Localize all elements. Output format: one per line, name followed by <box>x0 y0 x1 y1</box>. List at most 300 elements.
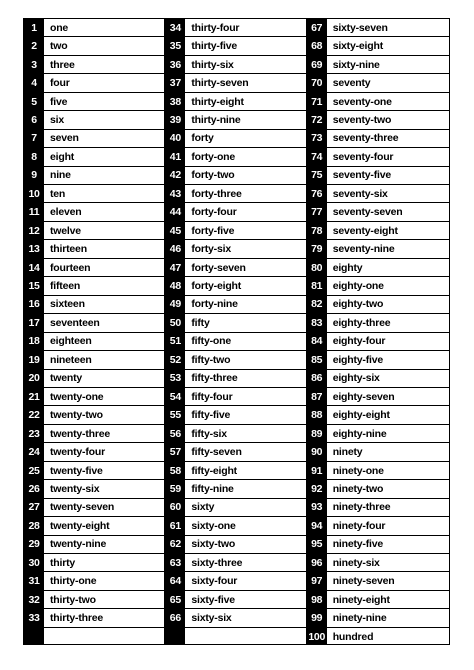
table-row <box>165 406 305 424</box>
row-word: fifty-one <box>191 335 231 348</box>
table-row <box>165 499 305 517</box>
row-number: 97 <box>311 575 323 588</box>
row-number: 15 <box>28 280 40 293</box>
table-row <box>24 240 164 258</box>
row-word: twelve <box>50 224 81 237</box>
row-word: eighty-two <box>332 298 384 311</box>
row-number: 39 <box>169 113 181 126</box>
row-word: sixty-five <box>191 593 235 606</box>
row-word: fifty-seven <box>191 446 242 459</box>
row-word: one <box>50 21 69 34</box>
row-number: 74 <box>311 150 323 163</box>
row-word: forty-four <box>191 206 237 219</box>
table-row <box>165 93 305 111</box>
row-word: thirteen <box>50 243 87 256</box>
row-word: sixty-three <box>191 556 243 569</box>
table-row <box>165 480 305 498</box>
row-number: 46 <box>169 243 181 256</box>
row-number: 60 <box>169 501 181 514</box>
row-number: 42 <box>169 169 181 182</box>
table-row <box>307 351 449 369</box>
row-word: seventeen <box>50 316 100 329</box>
table-row <box>165 130 305 148</box>
table-row <box>165 517 305 535</box>
row-number: 40 <box>169 132 181 145</box>
table-row <box>24 93 164 111</box>
row-number: 71 <box>311 95 323 108</box>
row-word: eighty-eight <box>332 409 390 422</box>
row-number: 73 <box>311 132 323 145</box>
row-number: 10 <box>28 187 40 200</box>
row-word: six <box>50 113 64 126</box>
row-word: sixty-two <box>191 538 236 551</box>
row-number: 89 <box>311 427 323 440</box>
row-number: 45 <box>169 224 181 237</box>
row-word: fifty-six <box>191 427 227 440</box>
row-word: sixty-six <box>191 612 232 625</box>
row-word: ninety-nine <box>332 612 387 625</box>
table-row <box>165 277 305 295</box>
row-number: 57 <box>169 446 181 459</box>
table-row <box>24 167 164 185</box>
table-row <box>165 185 305 203</box>
row-word: ninety-five <box>332 538 383 551</box>
table-row <box>307 93 449 111</box>
row-word: sixteen <box>50 298 85 311</box>
row-word: fourteen <box>50 261 91 274</box>
table-row <box>307 56 449 74</box>
row-number: 62 <box>169 538 181 551</box>
row-word: thirty-five <box>191 40 237 53</box>
row-word: forty-one <box>191 150 236 163</box>
row-word: forty-six <box>191 243 231 256</box>
row-number: 7 <box>31 132 37 145</box>
table-row <box>165 388 305 406</box>
table-row <box>24 443 164 461</box>
row-word: eight <box>50 150 75 163</box>
row-number: 86 <box>311 372 323 385</box>
table-row <box>165 56 305 74</box>
row-word: seventy-one <box>332 95 392 108</box>
table-row <box>307 148 449 166</box>
row-number: 81 <box>311 280 323 293</box>
row-word: eighty-seven <box>332 390 395 403</box>
row-word: twenty-three <box>50 427 111 440</box>
row-number: 13 <box>28 243 40 256</box>
table-row <box>165 573 305 591</box>
row-number: 56 <box>169 427 181 440</box>
row-number: 65 <box>169 593 181 606</box>
row-number: 26 <box>28 482 40 495</box>
row-word: seventy-eight <box>332 224 398 237</box>
table-row <box>307 536 449 554</box>
row-number: 90 <box>311 446 323 459</box>
table-row <box>24 351 164 369</box>
table-row <box>307 609 449 627</box>
table-row <box>24 111 164 129</box>
table-row <box>307 628 449 646</box>
row-word: nine <box>50 169 71 182</box>
row-number: 44 <box>169 206 181 219</box>
row-number: 53 <box>169 372 181 385</box>
table-row <box>307 333 449 351</box>
table-row <box>307 37 449 55</box>
row-number: 37 <box>169 77 181 90</box>
table-row <box>165 74 305 92</box>
row-number: 94 <box>311 519 323 532</box>
row-number: 85 <box>311 353 323 366</box>
table-row <box>165 148 305 166</box>
table-row <box>24 591 164 609</box>
row-word: sixty-nine <box>332 58 380 71</box>
row-number: 23 <box>28 427 40 440</box>
row-word: thirty-two <box>50 593 96 606</box>
row-word: twenty-one <box>50 390 104 403</box>
table-row <box>24 462 164 480</box>
row-word: seventy-three <box>332 132 399 145</box>
table-row <box>24 480 164 498</box>
row-word: fifty-four <box>191 390 233 403</box>
row-number: 14 <box>28 261 40 274</box>
row-number: 22 <box>28 409 40 422</box>
row-number: 2 <box>31 40 37 53</box>
table-row <box>307 370 449 388</box>
row-number: 3 <box>31 58 37 71</box>
row-number: 9 <box>31 169 37 182</box>
row-number: 43 <box>169 187 181 200</box>
row-word: fifty-nine <box>191 482 234 495</box>
table-row <box>24 130 164 148</box>
row-number: 59 <box>169 482 181 495</box>
row-number: 95 <box>311 538 323 551</box>
table-row <box>307 277 449 295</box>
table-row <box>165 370 305 388</box>
row-number: 27 <box>28 501 40 514</box>
table-row <box>307 167 449 185</box>
row-number: 69 <box>311 58 323 71</box>
table-row <box>307 314 449 332</box>
table-row <box>307 425 449 443</box>
row-word: ninety-seven <box>332 575 395 588</box>
row-number: 91 <box>311 464 323 477</box>
row-word: eighty-six <box>332 372 380 385</box>
row-word: ninety-two <box>332 482 384 495</box>
table-row <box>307 443 449 461</box>
row-word: seventy-seven <box>332 206 403 219</box>
row-word: forty-seven <box>191 261 246 274</box>
row-number: 17 <box>28 316 40 329</box>
row-word: fifty-three <box>191 372 238 385</box>
row-word: eighty-nine <box>332 427 387 440</box>
row-word: thirty-four <box>191 21 240 34</box>
table-row <box>307 185 449 203</box>
row-number: 61 <box>169 519 181 532</box>
row-number: 47 <box>169 261 181 274</box>
row-word: eighty-five <box>332 353 383 366</box>
table-row <box>24 425 164 443</box>
row-word: eighty-three <box>332 316 391 329</box>
table-row <box>165 462 305 480</box>
row-number: 70 <box>311 77 323 90</box>
row-word: forty-five <box>191 224 235 237</box>
row-number: 68 <box>311 40 323 53</box>
row-word: eighteen <box>50 335 92 348</box>
row-number: 78 <box>311 224 323 237</box>
table-row <box>165 536 305 554</box>
row-number: 67 <box>311 21 323 34</box>
table-row <box>307 222 449 240</box>
row-word: seventy <box>332 77 371 90</box>
table-row <box>24 370 164 388</box>
row-number: 18 <box>28 335 40 348</box>
table-row <box>165 591 305 609</box>
row-word: twenty-two <box>50 409 103 422</box>
row-word: five <box>50 95 68 108</box>
table-row <box>24 74 164 92</box>
row-word: seventy-nine <box>332 243 395 256</box>
row-number: 11 <box>28 206 40 219</box>
row-word: thirty <box>50 556 76 569</box>
row-word: sixty-seven <box>332 21 388 34</box>
row-word: fifty-two <box>191 353 231 366</box>
row-number: 96 <box>311 556 323 569</box>
row-number: 12 <box>28 224 40 237</box>
row-word: two <box>50 40 68 53</box>
row-word: sixty-eight <box>332 40 383 53</box>
table-row <box>165 240 305 258</box>
table-row <box>307 573 449 591</box>
table-row <box>24 333 164 351</box>
table-row <box>24 19 164 37</box>
row-number: 58 <box>169 464 181 477</box>
table-row <box>307 296 449 314</box>
row-word: twenty-five <box>50 464 103 477</box>
row-number: 24 <box>28 446 40 459</box>
table-row <box>24 56 164 74</box>
row-word: four <box>50 77 70 90</box>
row-word: hundred <box>332 631 374 644</box>
table-row <box>307 499 449 517</box>
table-row <box>165 259 305 277</box>
row-word: twenty-six <box>50 482 100 495</box>
row-number: 100 <box>308 631 325 644</box>
row-number: 99 <box>311 612 323 625</box>
row-word: seven <box>50 132 79 145</box>
table-row <box>307 406 449 424</box>
table-row <box>24 573 164 591</box>
column-3 <box>306 19 449 644</box>
row-word: twenty-nine <box>50 538 107 551</box>
table-row <box>24 222 164 240</box>
table-row <box>165 443 305 461</box>
row-number: 21 <box>28 390 40 403</box>
table-row <box>24 204 164 222</box>
row-number: 98 <box>311 593 323 606</box>
row-number: 51 <box>169 335 181 348</box>
row-word: twenty-seven <box>50 501 115 514</box>
table-row <box>165 19 305 37</box>
row-word: sixty-one <box>191 519 236 532</box>
table-row <box>24 277 164 295</box>
row-word: three <box>50 58 75 71</box>
table-row <box>24 185 164 203</box>
row-word: ninety <box>332 446 363 459</box>
row-number: 54 <box>169 390 181 403</box>
row-word: forty-three <box>191 187 242 200</box>
row-number: 72 <box>311 113 323 126</box>
row-number: 63 <box>169 556 181 569</box>
row-number: 88 <box>311 409 323 422</box>
table-row <box>24 296 164 314</box>
row-word: twenty <box>50 372 83 385</box>
table-row <box>307 480 449 498</box>
table-row <box>307 591 449 609</box>
row-number: 83 <box>311 316 323 329</box>
column-2 <box>164 19 305 644</box>
row-word: seventy-five <box>332 169 391 182</box>
row-number: 36 <box>169 58 181 71</box>
row-number: 79 <box>311 243 323 256</box>
table-row <box>165 204 305 222</box>
row-word: eighty-one <box>332 280 384 293</box>
row-word: ninety-four <box>332 519 386 532</box>
table-row <box>165 333 305 351</box>
row-word: thirty-eight <box>191 95 244 108</box>
row-word: thirty-nine <box>191 113 241 126</box>
table-row <box>165 37 305 55</box>
row-number: 25 <box>28 464 40 477</box>
row-word: thirty-seven <box>191 77 249 90</box>
row-word: forty-eight <box>191 280 242 293</box>
table-row <box>24 37 164 55</box>
row-number: 92 <box>311 482 323 495</box>
table-row <box>24 314 164 332</box>
table-row <box>307 554 449 572</box>
row-word: fifty-five <box>191 409 231 422</box>
table-row <box>307 462 449 480</box>
row-word: ten <box>50 187 66 200</box>
table-row <box>165 167 305 185</box>
row-word: seventy-two <box>332 113 392 126</box>
row-word: fifty <box>191 316 210 329</box>
row-number: 84 <box>311 335 323 348</box>
row-word: eleven <box>50 206 82 219</box>
row-number: 80 <box>311 261 323 274</box>
row-number: 1 <box>31 21 37 34</box>
table-row <box>24 554 164 572</box>
column-1 <box>24 19 164 644</box>
table-row <box>165 351 305 369</box>
table-row <box>165 222 305 240</box>
row-word: eighty <box>332 261 363 274</box>
row-number: 16 <box>28 298 40 311</box>
row-number: 75 <box>311 169 323 182</box>
row-word: forty <box>191 132 214 145</box>
table-row <box>307 259 449 277</box>
row-word: fifty-eight <box>191 464 237 477</box>
table-row <box>307 204 449 222</box>
row-number: 33 <box>28 612 40 625</box>
row-number: 93 <box>311 501 323 514</box>
row-number: 41 <box>169 150 181 163</box>
row-word: twenty-eight <box>50 519 110 532</box>
table-row <box>24 499 164 517</box>
row-number: 32 <box>28 593 40 606</box>
table-row <box>307 240 449 258</box>
row-word: thirty-one <box>50 575 97 588</box>
table-row <box>307 74 449 92</box>
row-number: 28 <box>28 519 40 532</box>
row-number: 6 <box>31 113 37 126</box>
row-word: thirty-three <box>50 612 104 625</box>
row-number: 5 <box>31 95 37 108</box>
table-row <box>24 388 164 406</box>
row-number: 34 <box>169 21 181 34</box>
row-word: seventy-six <box>332 187 388 200</box>
row-number: 87 <box>311 390 323 403</box>
row-number: 52 <box>169 353 181 366</box>
table-row <box>165 111 305 129</box>
row-word: forty-two <box>191 169 235 182</box>
table-row <box>165 314 305 332</box>
table-row <box>24 517 164 535</box>
row-word: fifteen <box>50 280 81 293</box>
row-number: 19 <box>28 353 40 366</box>
row-number: 50 <box>169 316 181 329</box>
row-number: 77 <box>311 206 323 219</box>
row-word: ninety-eight <box>332 593 390 606</box>
row-number: 8 <box>31 150 37 163</box>
table-row <box>307 388 449 406</box>
row-word: forty-nine <box>191 298 238 311</box>
row-word: twenty-four <box>50 446 105 459</box>
row-number: 82 <box>311 298 323 311</box>
row-word: seventy-four <box>332 150 394 163</box>
row-word: ninety-six <box>332 556 380 569</box>
table-row <box>24 609 164 627</box>
table-row <box>307 19 449 37</box>
table-row <box>307 517 449 535</box>
row-number: 30 <box>28 556 40 569</box>
number-words-table <box>23 18 450 645</box>
table-row <box>24 536 164 554</box>
row-number: 4 <box>31 77 37 90</box>
row-word: sixty-four <box>191 575 238 588</box>
row-number: 48 <box>169 280 181 293</box>
row-word: sixty <box>191 501 215 514</box>
row-number: 38 <box>169 95 181 108</box>
row-word: eighty-four <box>332 335 386 348</box>
table-row <box>24 406 164 424</box>
table-row <box>165 554 305 572</box>
row-number: 31 <box>28 575 40 588</box>
table-row <box>24 259 164 277</box>
row-number: 64 <box>169 575 181 588</box>
row-number: 76 <box>311 187 323 200</box>
row-number: 20 <box>28 372 40 385</box>
row-number: 66 <box>169 612 181 625</box>
row-number: 49 <box>169 298 181 311</box>
table-row <box>165 296 305 314</box>
table-row <box>165 425 305 443</box>
row-number: 29 <box>28 538 40 551</box>
row-word: ninety-three <box>332 501 391 514</box>
row-word: nineteen <box>50 353 92 366</box>
table-row <box>165 609 305 627</box>
row-word: ninety-one <box>332 464 384 477</box>
table-row <box>24 148 164 166</box>
row-word: thirty-six <box>191 58 234 71</box>
